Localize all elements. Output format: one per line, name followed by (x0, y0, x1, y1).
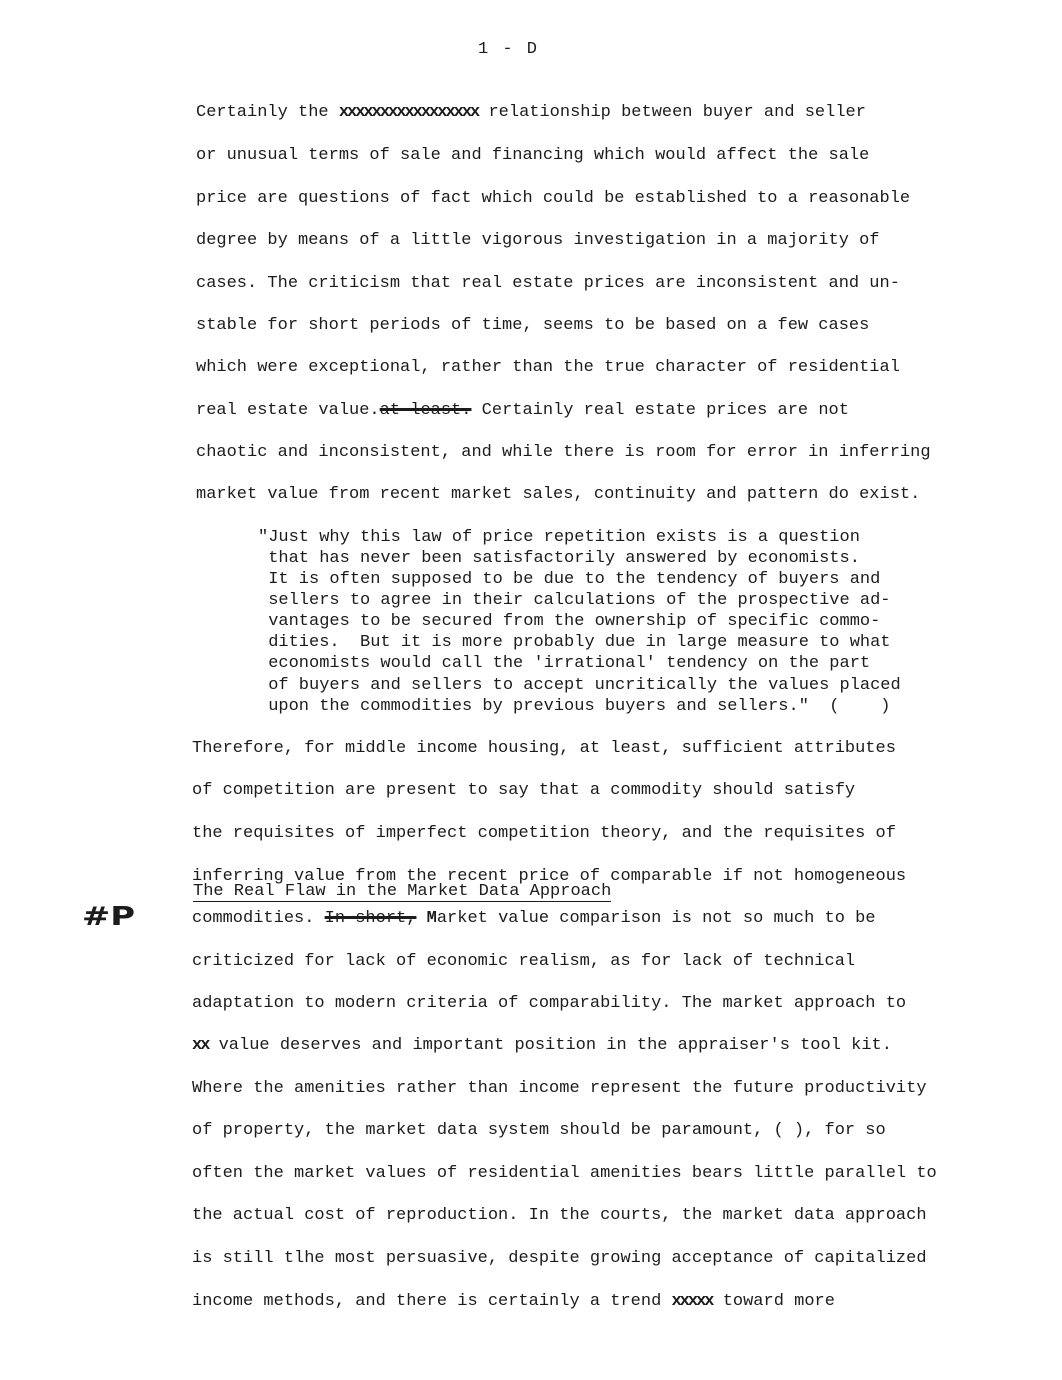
paragraph3-line-5: of property, the market data system should be paramount, ( ), for so (192, 1121, 886, 1140)
text-run: Certainly real estate prices are not (471, 401, 849, 420)
quote-line-9: upon the commodities by previous buyers and sellers." ( ) (258, 697, 891, 716)
paragraph3-line-2: adaptation to modern criteria of comparability. The market approach to (192, 994, 907, 1013)
quote-line-3: It is often supposed to be due to the tendency of buyers and (258, 570, 881, 589)
paragraph1-line-5: cases. The criticism that real estate prices are inconsistent and un- (196, 274, 900, 293)
page-number: 1 - D (478, 40, 540, 59)
text-run: value deserves and important position in the appraiser's tool kit. (208, 1036, 892, 1055)
quote-line-6: dities. But it is more probably due in large measure to what (258, 633, 891, 652)
handwritten-capital-m: M (426, 909, 437, 928)
paragraph1-line-10: market value from recent market sales, continuity and pattern do exist. (196, 485, 921, 504)
quote-line-7: economists would call the 'irrational' tendency on the part (258, 654, 871, 673)
paragraph3-line-1: criticized for lack of economic realism, as for lack of technical (192, 952, 856, 971)
paragraph2-line-4: inferring value from the recent price of comparable if not homogeneous (192, 867, 907, 886)
paragraph3-line-3 (192, 1036, 892, 1056)
paragraph1-line-3: price are questions of fact which could be established to a reasonable (196, 189, 911, 208)
paragraph1-line-9: chaotic and inconsistent, and while there is room for error in inferring (196, 443, 931, 462)
inserted-heading: The Real Flaw in the Market Data Approach (193, 882, 612, 901)
xed-out-text: xx (192, 1036, 209, 1055)
paragraph1-line-1 (196, 103, 866, 123)
struck-text: at least. (379, 401, 472, 420)
paragraph3-line-6: often the market values of residential amenities bears little parallel to (192, 1164, 937, 1183)
text-run: Certainly the (196, 103, 339, 122)
paragraph3-line-4: Where the amenities rather than income represent the future productivity (192, 1079, 927, 1098)
text-run: commodities. (192, 909, 325, 928)
text-run: relationship between buyer and seller (478, 103, 866, 122)
text-run: arket value comparison is not so much to be (436, 909, 876, 928)
paragraph3-line-7: the actual cost of reproduction. In the courts, the market data approach (192, 1206, 927, 1225)
paragraph-mark-annotation: #P (81, 902, 135, 932)
paragraph2-line-3: the requisites of imperfect competition theory, and the requisites of (192, 824, 896, 843)
quote-line-4: sellers to agree in their calculations of the prospective ad- (258, 591, 891, 610)
paragraph2-line-1: Therefore, for middle income housing, at least, sufficient attributes (192, 739, 896, 758)
quote-line-2: that has never been satisfactorily answered by economists. (258, 549, 860, 568)
xed-out-text: xxxxx (671, 1292, 713, 1311)
text-run: toward more (712, 1292, 835, 1311)
quote-line-1: "Just why this law of price repetition exists is a question (258, 528, 860, 547)
paragraph1-line-7: which were exceptional, rather than the true character of residential (196, 358, 900, 377)
struck-text: In short, (324, 909, 417, 928)
paragraph1-line-8 (196, 401, 849, 421)
quote-line-5: vantages to be secured from the ownership of specific commo- (258, 612, 881, 631)
xed-out-text: xxxxxxxxxxxxxxxxx (338, 103, 479, 122)
paragraph1-line-2: or unusual terms of sale and financing which would affect the sale (196, 146, 870, 165)
quote-line-8: of buyers and sellers to accept uncritically the values placed (258, 676, 901, 695)
text-run: income methods, and there is certainly a trend (192, 1292, 672, 1311)
paragraph2-line-2: of competition are present to say that a commodity should satisfy (192, 781, 856, 800)
paragraph1-line-6: stable for short periods of time, seems to be based on a few cases (196, 316, 870, 335)
paragraph3-line-9 (192, 1292, 835, 1312)
paragraph3-line-8: is still tlhe most persuasive, despite growing acceptance of capitalized (192, 1249, 927, 1268)
text-run: real estate value. (196, 401, 380, 420)
paragraph1-line-4: degree by means of a little vigorous investigation in a majority of (196, 231, 880, 250)
commodities-line (192, 909, 876, 929)
